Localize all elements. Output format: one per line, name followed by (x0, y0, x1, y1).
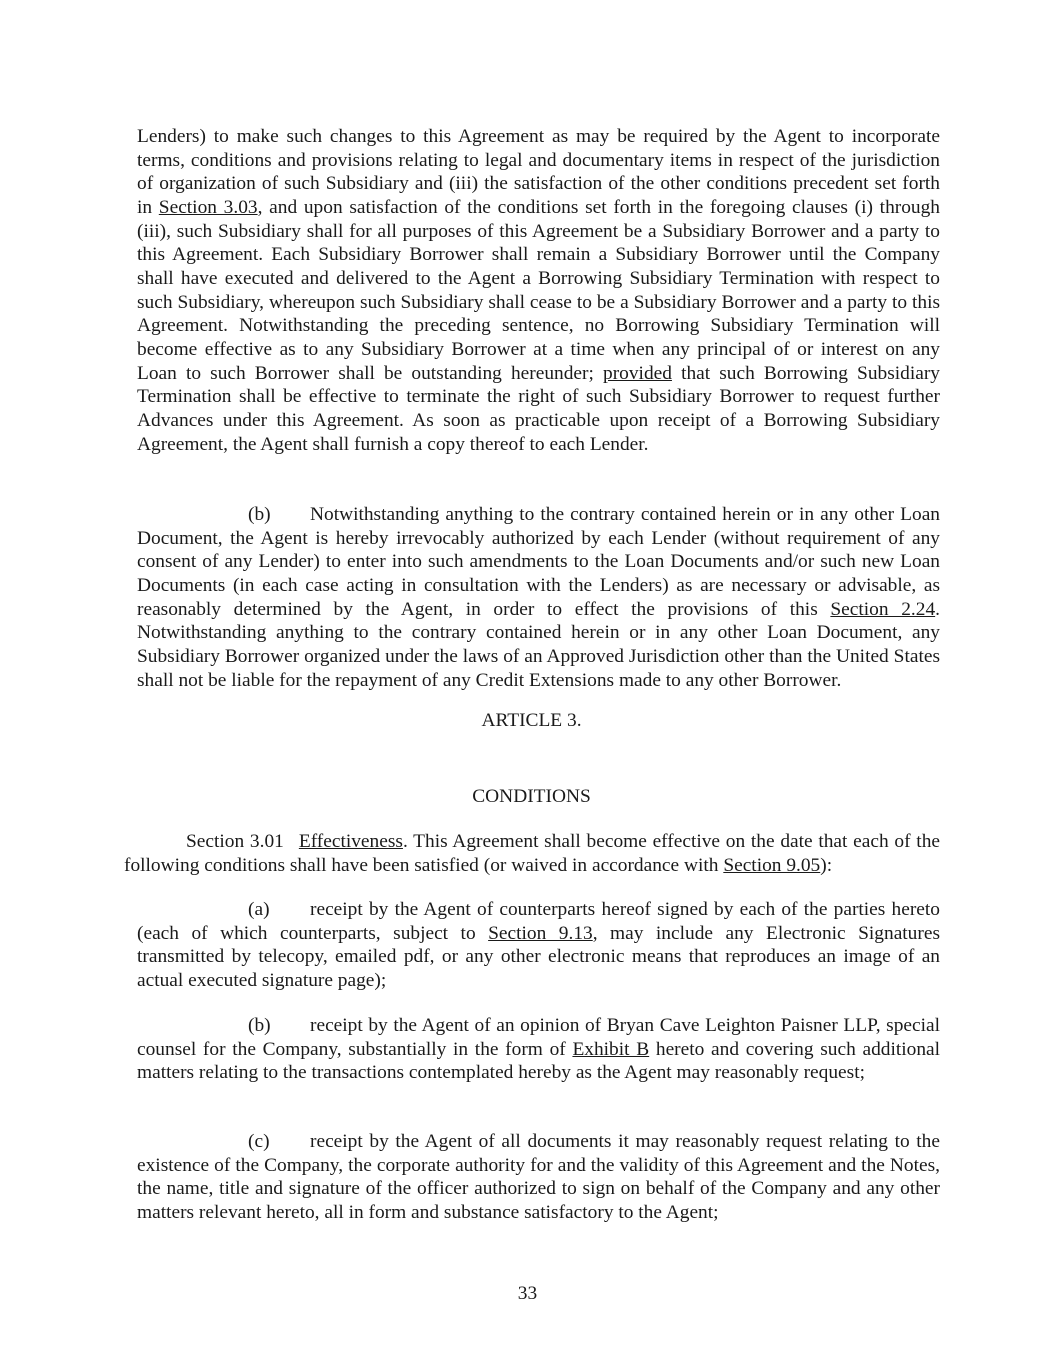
section-3-01-paragraph (124, 830, 940, 877)
clause-label: (a) (248, 899, 270, 920)
paragraph-text: . Notwithstanding anything to the contrary contained herein or in any other Loan Document, any Subsidiary Borrower organized under the laws of an Approved Jurisdiction other than the United States shall not be liable for the repayment of any Credit Extensions made to any other Borrower. (137, 598, 940, 691)
article-title: CONDITIONS (472, 786, 591, 807)
paragraph-text: hereto and covering such additional matters relating to the transactions contemplated hereby as the Agent may reasonably request; (137, 1038, 941, 1084)
clause-b-paragraph (137, 503, 940, 692)
paragraph-text: receipt by the Agent of counterparts hereof signed by each of the parties hereto (each of which counterparts, subject to (137, 899, 940, 944)
section-title: Effectiveness (298, 831, 403, 852)
paragraph-text: . This Agreement shall become effective on the date that each of the following conditions shall have been satisfied (or waived in accordance with (124, 831, 940, 876)
continuation-paragraph (137, 125, 940, 456)
clause-label: (c) (248, 1131, 270, 1152)
section-reference-link[interactable]: Section 2.24 (830, 598, 936, 620)
paragraph-text: receipt by the Agent of an opinion of Bryan Cave Leighton Paisner LLP, special counsel for the Company, substantially in the form of (137, 1015, 940, 1060)
paragraph-text: that such Borrowing Subsidiary Termination shall be effective to terminate the right of such Subsidiary Borrower to request further Advances under this Agreement. As soon as practicable upon receipt of a Borrowing Subsidiary Agreement, the Agent shall furnish a copy thereof to each Lender. (137, 362, 941, 455)
section-reference-link[interactable]: Section 9.13 (488, 922, 593, 944)
paragraph-text: receipt by the Agent of all documents it may reasonably request relating to the existence of the Company, the corporate authority for and the validity of this Agreement and the Notes, the name, title and signature of the officer authorized to sign on behalf of the Company and any other matters relevant hereto, all in form and substance satisfactory to the Agent; (137, 1131, 940, 1223)
paragraph-text: ): (820, 854, 833, 876)
paragraph-text: Notwithstanding anything to the contrary contained herein or in any other Loan Document, the Agent is hereby irrevocably authorized by each Lender (without requirement of any consent of any Lender) to enter into such amendments to the Loan Documents and/or such new Loan Documents (in each case acting in consultation with the Lenders) as are necessary or advisable, as reasonably determined by the Agent, in order to effect the provisions of this (137, 504, 940, 620)
article-heading: ARTICLE 3. (481, 710, 582, 731)
provided-term: provided (603, 362, 672, 384)
clause-b-opinion-paragraph (137, 1014, 940, 1085)
clause-label: (b) (248, 1015, 271, 1036)
section-reference-link[interactable]: Section 3.03 (158, 196, 258, 218)
page-number: 33 (517, 1283, 538, 1304)
exhibit-reference-link[interactable]: Exhibit B (572, 1038, 650, 1060)
paragraph-text: , and upon satisfaction of the conditions set forth in the foregoing clauses (i) through (iii), such Subsidiary shall for all purposes of this Agreement be a Subsidiary Borrower and a party to this Agreement. Each Subsidiary Borrower shall remain a Subsidiary Borrower until the Company shall have executed and delivered to the Agent a Borrowing Subsidiary Termination with respect to such Subsidiary, whereupon such Subsidiary shall cease to be a Subsidiary Borrower and a party to this Agreement. Notwithstanding the preceding sentence, no Borrowing Subsidiary Termination will become effective as to any Subsidiary Borrower at a time when any principal of or interest on any Loan to such Borrower shall be outstanding hereunder; (137, 196, 940, 384)
section-reference-link[interactable]: Section 9.05 (723, 854, 821, 876)
paragraph-text: , may include any Electronic Signatures transmitted by telecopy, emailed pdf, or any other electronic means that reproduces an image of an actual executed signature page); (137, 922, 940, 991)
clause-a-paragraph (137, 898, 940, 993)
paragraph-text: Lenders) to make such changes to this Agreement as may be required by the Agent to incorporate terms, conditions and provisions relating to legal and documentary items in respect of the jurisdiction of organization of such Subsidiary and (iii) the satisfaction of the other conditions precedent set forth in (137, 126, 940, 218)
clause-label: (b) (248, 504, 271, 525)
section-number: Section 3.01 (186, 831, 284, 852)
clause-c-paragraph (137, 1130, 940, 1225)
